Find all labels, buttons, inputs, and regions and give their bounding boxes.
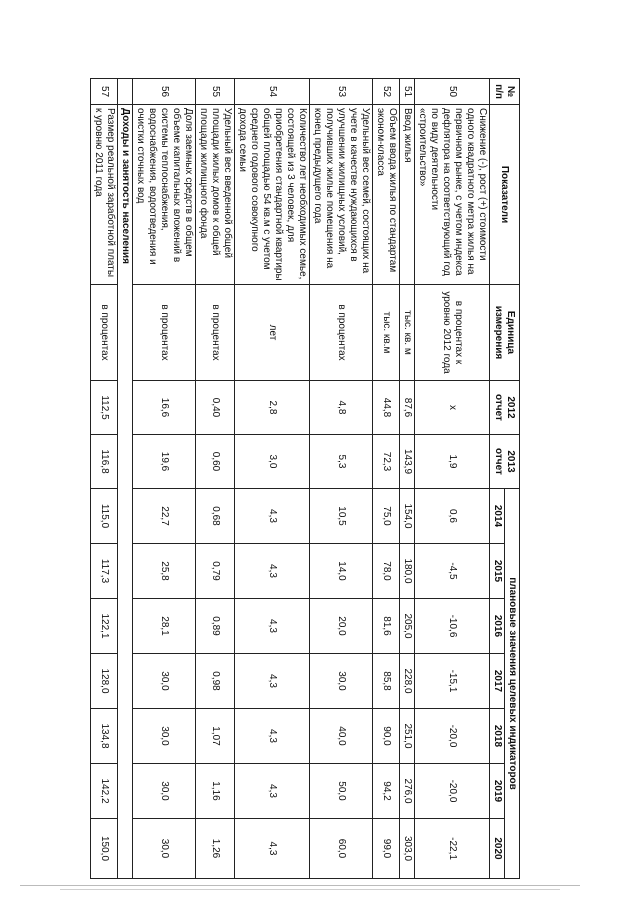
header-unit: Единица измерения (490, 285, 520, 381)
row-2013: 1,9 (415, 435, 490, 489)
row-plan-2017: 30,0 (310, 654, 373, 709)
row-2013: 19,6 (133, 435, 196, 489)
table-row (235, 79, 310, 879)
row-plan-2019: 276,0 (400, 764, 415, 819)
table-row (91, 79, 118, 879)
row-plan-2014: 0,68 (196, 489, 235, 544)
table-row (196, 79, 235, 879)
row-plan-2016: 205,0 (400, 599, 415, 654)
row-plan-2020: 4,3 (235, 819, 310, 879)
row-plan-2018: 40,0 (310, 709, 373, 764)
row-plan-2017: 228,0 (400, 654, 415, 709)
row-plan-2016: 28,1 (133, 599, 196, 654)
row-plan-2018: 134,8 (91, 709, 118, 764)
row-unit: тыс. кв. м (400, 285, 415, 381)
row-plan-2018: 30,0 (133, 709, 196, 764)
header-2013 (490, 435, 520, 489)
row-2012: х (415, 381, 490, 435)
row-plan-2017: 85,8 (373, 654, 400, 709)
row-unit: в процентах (196, 285, 235, 381)
row-plan-2020: 99,0 (373, 819, 400, 879)
header-year-2016: 2016 (490, 599, 505, 654)
row-plan-2014: 154,0 (400, 489, 415, 544)
row-2012: 112,5 (91, 381, 118, 435)
header-2012-sub: отчет (493, 394, 505, 421)
row-num: 52 (373, 79, 400, 105)
header-row-1 (505, 79, 520, 879)
row-plan-2015: 117,3 (91, 544, 118, 599)
row-plan-2015: 25,8 (133, 544, 196, 599)
row-2012: 44,8 (373, 381, 400, 435)
table-row (310, 79, 373, 879)
row-plan-2014: 0,6 (415, 489, 490, 544)
section-title: Доходы и занятость населения (118, 105, 133, 879)
header-year-2015: 2015 (490, 544, 505, 599)
row-plan-2020: 60,0 (310, 819, 373, 879)
row-plan-2017: 30,0 (133, 654, 196, 709)
header-2013-sub: отчет (493, 448, 505, 475)
header-2013-year: 2013 (505, 450, 517, 473)
row-plan-2014: 115,0 (91, 489, 118, 544)
row-plan-2016: -10,6 (415, 599, 490, 654)
row-plan-2015: 180,0 (400, 544, 415, 599)
row-plan-2014: 75,0 (373, 489, 400, 544)
row-plan-2017: -15,1 (415, 654, 490, 709)
row-2013: 143,9 (400, 435, 415, 489)
header-indicator: Показатели (490, 105, 520, 285)
row-plan-2015: 0,79 (196, 544, 235, 599)
table-row (373, 79, 400, 879)
row-2013: 0,60 (196, 435, 235, 489)
scan-artifact-line (60, 889, 560, 890)
row-2012: 87,6 (400, 381, 415, 435)
row-2012: 0,40 (196, 381, 235, 435)
row-plan-2018: -20,0 (415, 709, 490, 764)
row-plan-2020: 30,0 (133, 819, 196, 879)
table-row (133, 79, 196, 879)
indicators-table (90, 78, 520, 879)
header-year-2014: 2014 (490, 489, 505, 544)
row-unit: тыс. кв.м (373, 285, 400, 381)
section-num-cell (118, 79, 133, 105)
section-row (118, 79, 133, 879)
row-indicator: Снижение (-), рост (+) стоимости одного квадратного метра жилья на первичном рынке, с учетом индекса дефлятора на соответствующий год по виду деятельности «строительство» (415, 105, 490, 285)
row-plan-2018: 1,07 (196, 709, 235, 764)
row-2013: 5,3 (310, 435, 373, 489)
row-plan-2019: 142,2 (91, 764, 118, 819)
row-unit: в процентах (310, 285, 373, 381)
table-row (400, 79, 415, 879)
row-unit: в процентах (133, 285, 196, 381)
row-indicator: Объем ввода жилья по стандартам эконом-класса (373, 105, 400, 285)
row-plan-2016: 81,6 (373, 599, 400, 654)
row-unit: в процентах (91, 285, 118, 381)
row-plan-2016: 122,1 (91, 599, 118, 654)
row-plan-2018: 90,0 (373, 709, 400, 764)
header-2012 (490, 381, 520, 435)
row-num: 50 (415, 79, 490, 105)
scan-artifact-line (20, 885, 580, 886)
row-plan-2019: 50,0 (310, 764, 373, 819)
row-unit: в процентах к уровню 2012 года (415, 285, 490, 381)
row-plan-2016: 4,3 (235, 599, 310, 654)
row-plan-2016: 0,89 (196, 599, 235, 654)
row-plan-2020: 150,0 (91, 819, 118, 879)
row-num: 51 (400, 79, 415, 105)
row-num: 56 (133, 79, 196, 105)
row-plan-2019: 4,3 (235, 764, 310, 819)
table-body (91, 79, 490, 879)
row-plan-2020: 303,0 (400, 819, 415, 879)
row-2013: 72,3 (373, 435, 400, 489)
header-year-2020: 2020 (490, 819, 505, 879)
row-indicator: Количество лет необходимых семье, состоящей из 3 человек, для приобретения стандартной квартиры общей площадью 54 кв.м с учетом среднего годового совокупного дохода семьи (235, 105, 310, 285)
row-plan-2014: 22,7 (133, 489, 196, 544)
row-plan-2014: 4,3 (235, 489, 310, 544)
row-plan-2019: 30,0 (133, 764, 196, 819)
row-num: 54 (235, 79, 310, 105)
row-plan-2018: 251,0 (400, 709, 415, 764)
row-plan-2016: 20,0 (310, 599, 373, 654)
row-2012: 16,6 (133, 381, 196, 435)
table-row (415, 79, 490, 879)
row-unit: лет (235, 285, 310, 381)
header-plan-group: плановые значения целевых индикаторов (505, 489, 520, 879)
row-plan-2017: 4,3 (235, 654, 310, 709)
header-2012-year: 2012 (505, 396, 517, 419)
header-year-2017: 2017 (490, 654, 505, 709)
row-indicator: Размер реальной заработной платы к уровню 2011 года (91, 105, 118, 285)
header-year-2019: 2019 (490, 764, 505, 819)
row-num: 55 (196, 79, 235, 105)
row-plan-2017: 128,0 (91, 654, 118, 709)
header-year-2018: 2018 (490, 709, 505, 764)
row-plan-2019: 1,16 (196, 764, 235, 819)
row-2013: 116,8 (91, 435, 118, 489)
row-plan-2020: -22,1 (415, 819, 490, 879)
row-num: 53 (310, 79, 373, 105)
row-plan-2020: 1,26 (196, 819, 235, 879)
row-plan-2015: 78,0 (373, 544, 400, 599)
row-2012: 2,8 (235, 381, 310, 435)
row-plan-2019: -20,0 (415, 764, 490, 819)
row-plan-2015: 14,0 (310, 544, 373, 599)
row-plan-2017: 0,98 (196, 654, 235, 709)
row-plan-2014: 10,5 (310, 489, 373, 544)
row-plan-2019: 94,2 (373, 764, 400, 819)
row-2013: 3,0 (235, 435, 310, 489)
row-plan-2015: 4,3 (235, 544, 310, 599)
row-2012: 4,8 (310, 381, 373, 435)
header-num: № п/п (490, 79, 520, 105)
row-plan-2018: 4,3 (235, 709, 310, 764)
row-indicator: Удельный вес семей, состоящих на учете в качестве нуждающихся в улучшении жилищных условий, получивших жилые помещения на конец предыдущего года (310, 105, 373, 285)
row-indicator: Доля заемных средств в общем объеме капитальных вложений в системы теплоснабжения, водоснабжения, водоотведения и очистки сточных вод (133, 105, 196, 285)
row-num: 57 (91, 79, 118, 105)
rotated-table-container (93, 78, 520, 878)
row-plan-2015: -4,5 (415, 544, 490, 599)
row-indicator: Ввод жилья (400, 105, 415, 285)
row-indicator: Удельный вес введенной общей площади жилых домов к общей площади жилищного фонда (196, 105, 235, 285)
